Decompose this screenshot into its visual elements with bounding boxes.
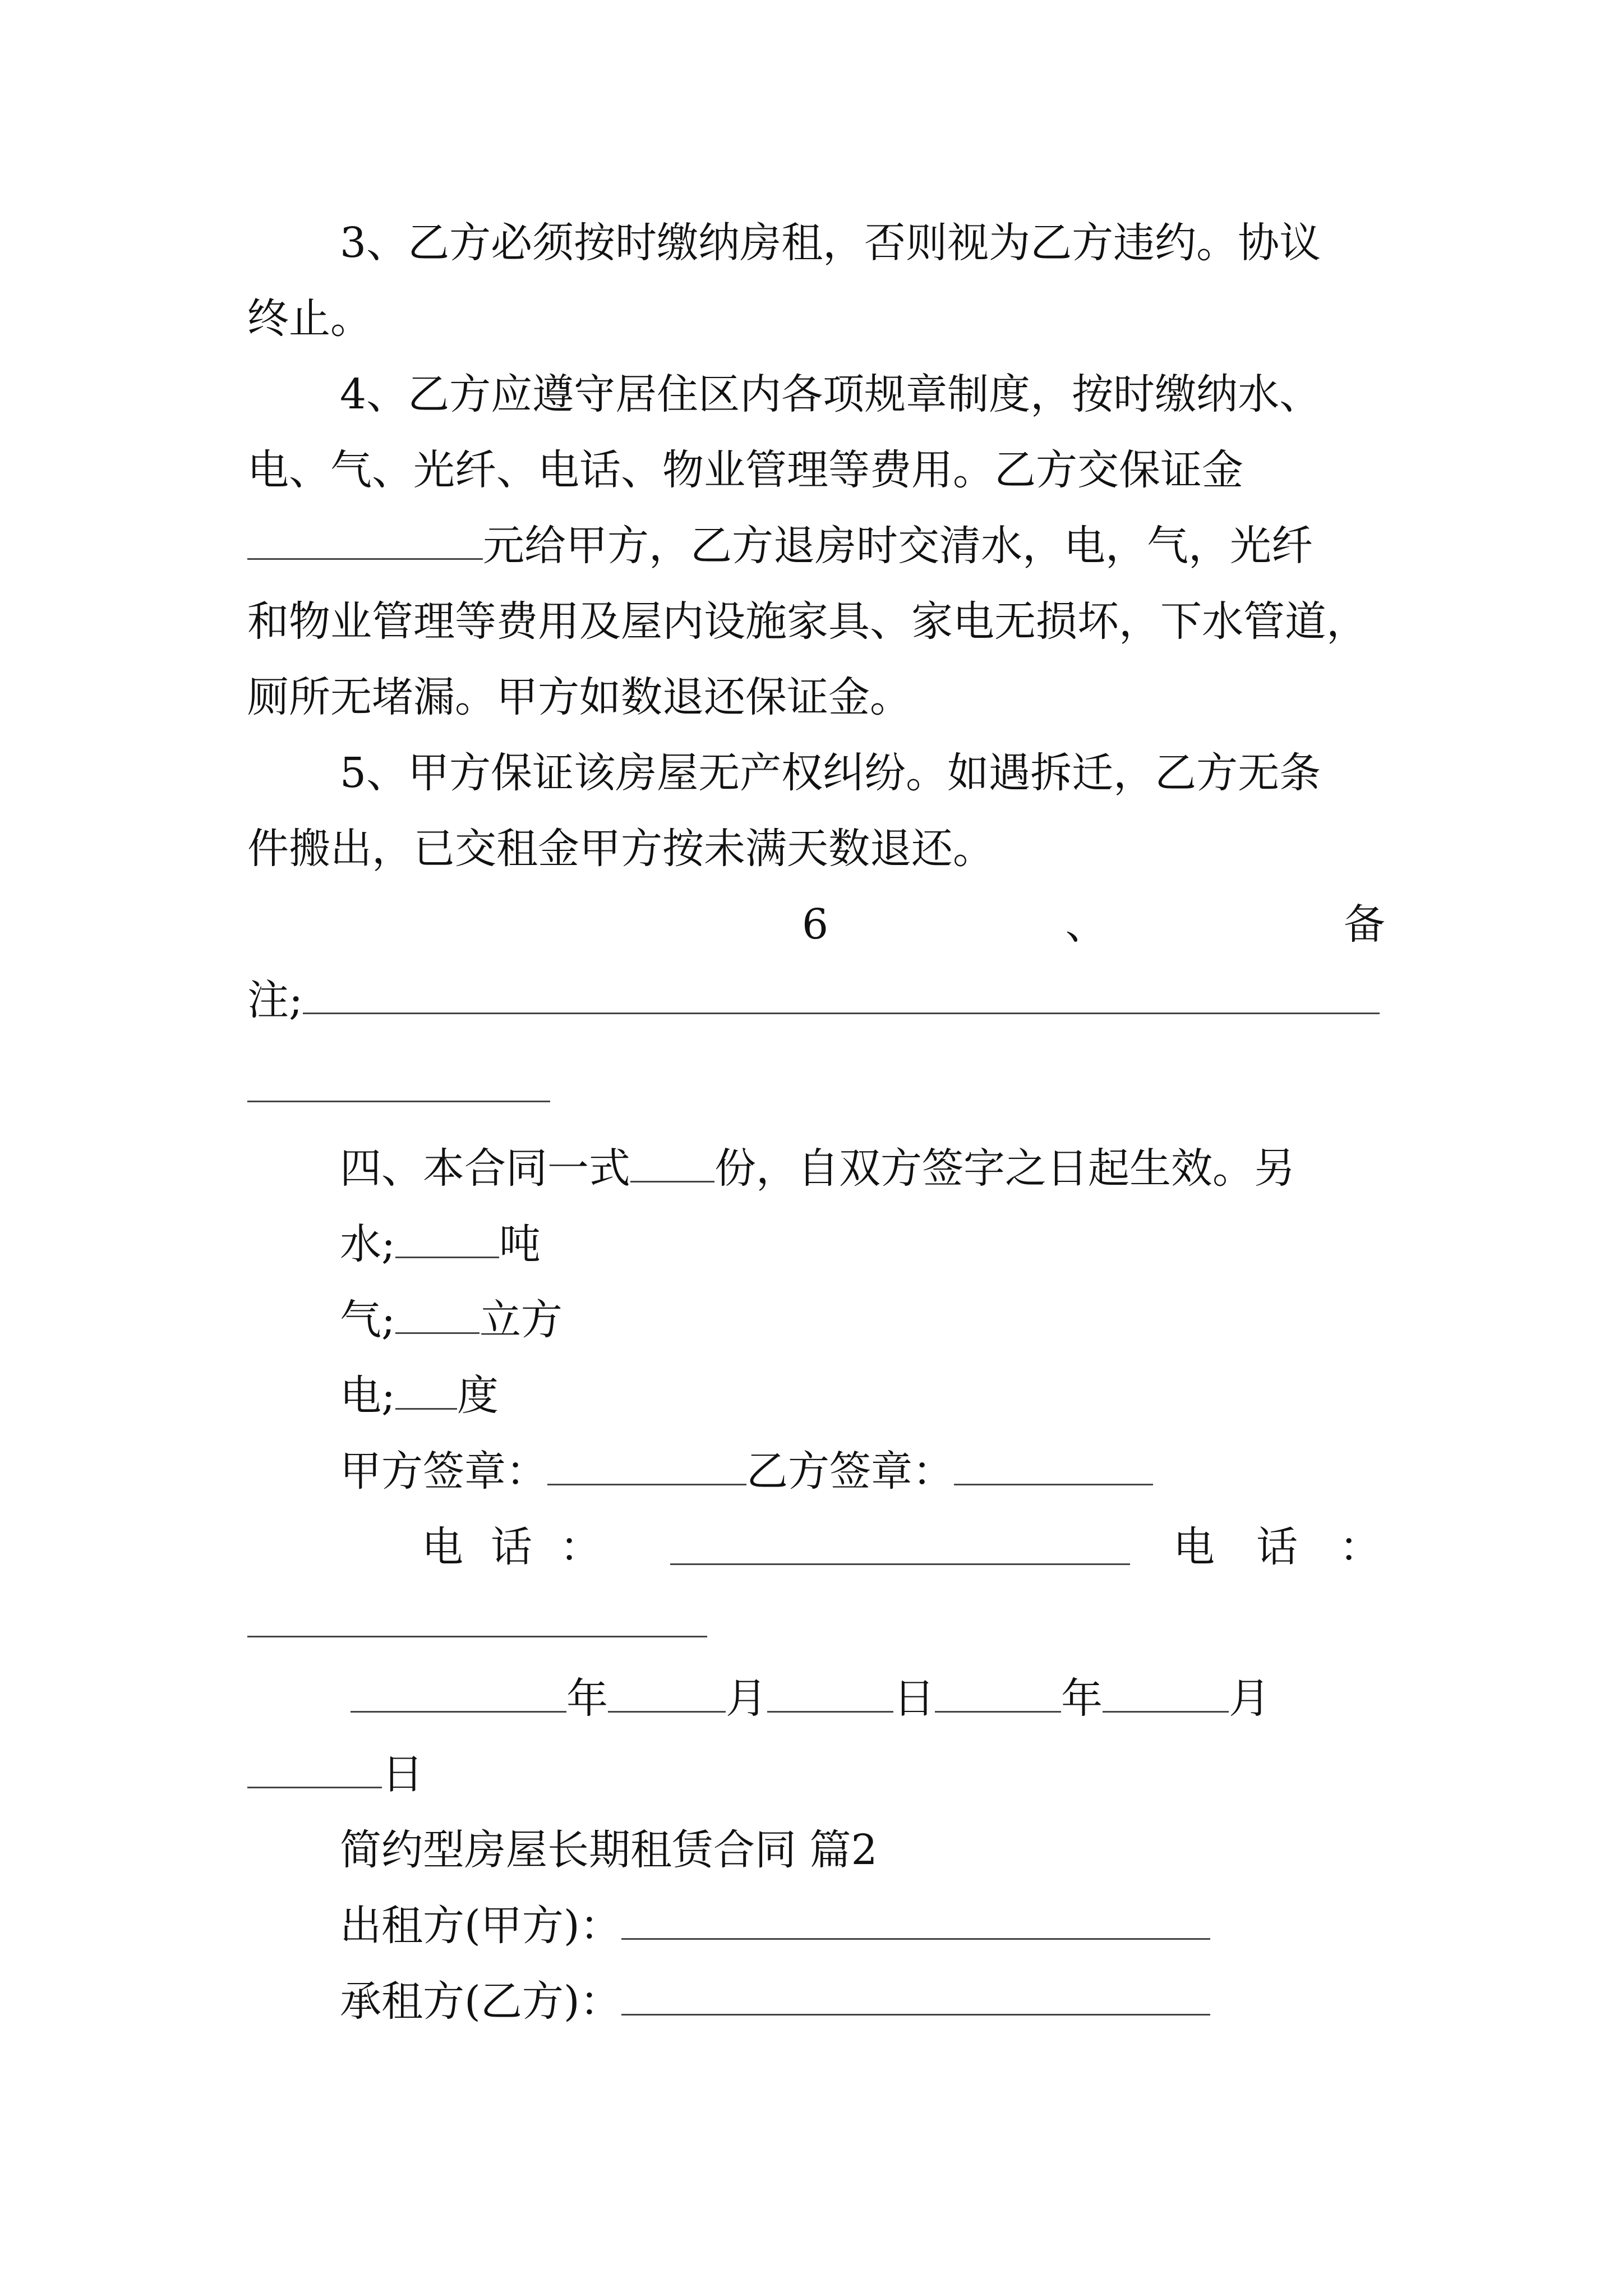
date-b-day-blank	[247, 1752, 382, 1788]
deposit-amount-blank	[247, 523, 483, 560]
clause-6-bei: 备	[1344, 900, 1385, 949]
date-b-day: 日	[382, 1750, 423, 1798]
date-a-month: 月	[726, 1674, 767, 1723]
date-a-year-blank	[351, 1676, 566, 1713]
phone-b-char-3: ：	[1339, 1523, 1381, 1571]
party-a-signature-label: 甲方签章：	[340, 1447, 547, 1496]
contract-2-title: 简约型房屋长期租赁合同 篇2	[340, 1826, 878, 1874]
clause-6-number: 6	[802, 900, 829, 949]
gas-unit: 立方	[479, 1296, 562, 1344]
lessee-label: 承租方(乙方)：	[340, 1977, 621, 2026]
clause-4-line-2: 电、气、光纤、电话、物业管理等费用。乙方交保证金	[247, 446, 1243, 494]
date-b-year-blank	[935, 1676, 1061, 1713]
remarks-label: 注;	[247, 976, 303, 1024]
phone-a-blank	[670, 1563, 1130, 1565]
date-b-month-blank	[1103, 1676, 1229, 1713]
section-4-line	[340, 1143, 1478, 1194]
phone-b-blank	[247, 1636, 707, 1637]
clause-4-line-3	[247, 521, 1386, 571]
dates-line-2	[247, 1749, 1386, 1800]
phone-b-label	[1173, 1522, 1381, 1572]
lessor-line	[340, 1901, 1478, 1951]
date-a-year: 年	[566, 1674, 608, 1723]
phone-a-label	[422, 1522, 601, 1572]
water-reading-line	[340, 1219, 1478, 1269]
phone-b-char-2: 话	[1256, 1523, 1298, 1571]
lessee-line	[340, 1976, 1478, 2027]
date-a-day-blank	[767, 1676, 893, 1713]
clause-6-line-2	[247, 975, 1386, 1025]
phone-a-char-1: 电	[422, 1523, 463, 1571]
phone-b-char-1: 电	[1173, 1523, 1215, 1571]
lessee-blank	[621, 1979, 1210, 2016]
clause-3-line-1: 3、乙方必须按时缴纳房租，否则视为乙方违约。协议	[340, 219, 1321, 267]
party-a-signature-blank	[547, 1449, 746, 1485]
clause-5-line-2: 件搬出，已交租金甲方按未满天数退还。	[247, 825, 994, 873]
electricity-blank	[395, 1373, 457, 1410]
party-b-signature-label: 乙方签章：	[746, 1447, 954, 1496]
date-b-year: 年	[1061, 1674, 1103, 1723]
electricity-label: 电;	[340, 1372, 395, 1420]
copies-count-blank	[630, 1146, 714, 1182]
remarks-blank-continued	[247, 1101, 550, 1102]
section-4-text-after: 份，自双方签字之日起生效。另	[714, 1144, 1295, 1193]
lessor-label: 出租方(甲方)：	[340, 1902, 621, 1950]
water-label: 水;	[340, 1220, 395, 1268]
lessor-blank	[621, 1903, 1210, 1940]
signatures-line	[340, 1446, 1478, 1497]
gas-blank	[395, 1297, 479, 1334]
date-b-month: 月	[1229, 1674, 1270, 1723]
electricity-unit: 度	[457, 1372, 499, 1420]
clause-3-line-2: 终止。	[247, 295, 372, 343]
clause-6-separator: 、	[1065, 900, 1107, 949]
phone-a-char-3: ：	[560, 1523, 601, 1571]
party-b-signature-blank	[954, 1449, 1153, 1485]
section-4-text-before: 四、本合同一式	[340, 1144, 630, 1193]
clause-4-line-5: 厕所无堵漏。甲方如数退还保证金。	[247, 673, 911, 721]
clause-4-line-4: 和物业管理等费用及屋内设施家具、家电无损坏，下水管道，	[247, 597, 1368, 646]
dates-line	[351, 1673, 1388, 1724]
remarks-blank	[303, 978, 1380, 1014]
phone-a-char-2: 话	[491, 1523, 532, 1571]
gas-label: 气;	[340, 1296, 395, 1344]
water-blank	[395, 1222, 499, 1258]
gas-reading-line	[340, 1295, 1478, 1345]
clause-5-line-1: 5、甲方保证该房屋无产权纠纷。如遇拆迁，乙方无条	[340, 749, 1321, 797]
date-a-month-blank	[608, 1676, 726, 1713]
clause-4-line-1: 4、乙方应遵守居住区内各项规章制度，按时缴纳水、	[340, 370, 1321, 418]
electricity-reading-line	[340, 1370, 1478, 1421]
clause-4-line-3-text: 元给甲方，乙方退房时交清水，电，气，光纤	[483, 522, 1313, 570]
clause-6-line-1	[802, 899, 1385, 950]
water-unit: 吨	[499, 1220, 541, 1268]
date-a-day: 日	[893, 1674, 935, 1723]
